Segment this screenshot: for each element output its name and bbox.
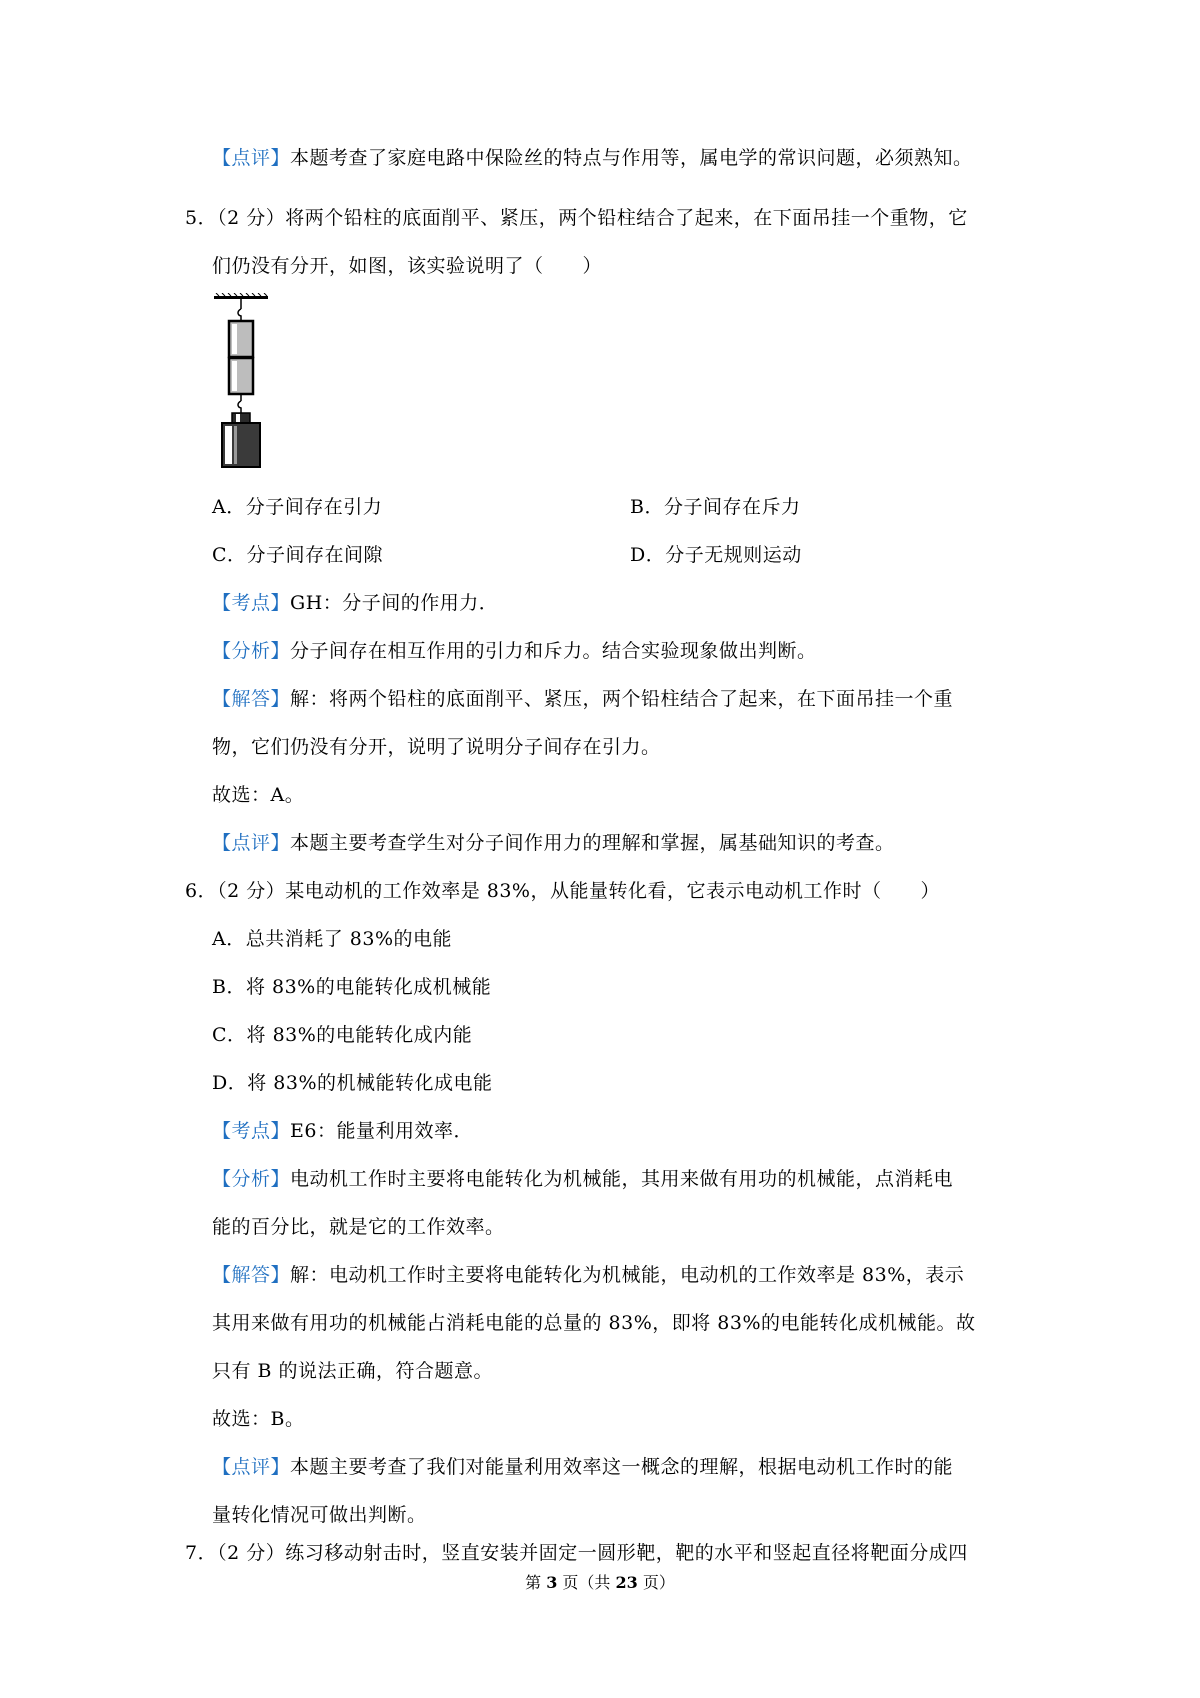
q6-kaodian [212,1118,473,1144]
q5-dianping [212,830,895,856]
fenxi-text: 分子间存在相互作用的引力和斥力。结合实验现象做出判断。 [290,640,817,662]
q6-dianping-line2: 量转化情况可做出判断。 [212,1504,427,1526]
q6-dianping-line1 [212,1454,953,1480]
tag-kaodian: 【考点】 [212,592,291,614]
q5-option-d: D．分子无规则运动 [630,544,802,566]
q5-kaodian [212,590,498,616]
q5-option-a: A．分子间存在引力 [212,496,383,518]
tag-dianping: 【点评】 [212,832,291,854]
tag-jieda: 【解答】 [212,688,291,710]
q5-answer: 故选：A。 [212,784,305,806]
footer-page-number: 3 [546,1573,558,1592]
q5-option-b: B．分子间存在斥力 [630,496,801,518]
lead-cylinders-icon [210,293,272,471]
tag-jieda: 【解答】 [212,1264,291,1286]
q6-fenxi-line1 [212,1166,953,1192]
q5-fenxi [212,638,817,664]
q7-stem-line1: 7．（2 分）练习移动射击时，竖直安装并固定一圆形靶，靶的水平和竖起直径将靶面分成四 [185,1542,968,1564]
lead-cylinders-figure [210,293,272,471]
tag-kaodian: 【考点】 [212,1120,291,1142]
q5-stem-line1: 5．（2 分）将两个铅柱的底面削平、紧压，两个铅柱结合了起来，在下面吊挂一个重物，它 [185,207,968,229]
q6-option-c: C．将 83%的电能转化成内能 [212,1024,473,1046]
footer-middle: 页（共 [557,1573,616,1592]
kaodian-text: E6：能量利用效率． [290,1120,473,1142]
page-footer [0,1572,1200,1594]
q5-jieda-line2: 物，它们仍没有分开，说明了说明分子间存在引力。 [212,736,661,758]
q5-option-c: C．分子间存在间隙 [212,544,384,566]
footer-suffix: 页） [637,1573,675,1592]
tag-dianping: 【点评】 [212,1456,291,1478]
footer-prefix: 第 [525,1573,547,1592]
tag-dianping: 【点评】 [212,147,291,169]
q6-jieda-line2: 其用来做有用功的机械能占消耗电能的总量的 83%，即将 83%的电能转化成机械能。故 [212,1312,976,1334]
q6-option-a: A．总共消耗了 83%的电能 [212,928,452,950]
dianping-text: 本题主要考查学生对分子间作用力的理解和掌握，属基础知识的考查。 [290,832,895,854]
kaodian-text: GH：分子间的作用力． [290,592,499,614]
tag-fenxi: 【分析】 [212,640,291,662]
jieda-text: 解：将两个铅柱的底面削平、紧压，两个铅柱结合了起来，在下面吊挂一个重 [290,688,954,710]
footer-total-pages: 23 [615,1573,638,1592]
dianping-text: 本题主要考查了我们对能量利用效率这一概念的理解，根据电动机工作时的能 [290,1456,954,1478]
q6-option-b: B．将 83%的电能转化成机械能 [212,976,492,998]
q4-comment [212,145,973,171]
q5-jieda-line1 [212,686,953,712]
q6-fenxi-line2: 能的百分比，就是它的工作效率。 [212,1216,505,1238]
q6-stem: 6．（2 分）某电动机的工作效率是 83%，从能量转化看，它表示电动机工作时（ ） [185,880,940,902]
jieda-text: 解：电动机工作时主要将电能转化为机械能，电动机的工作效率是 83%，表示 [290,1264,965,1286]
fenxi-text: 电动机工作时主要将电能转化为机械能，其用来做有用功的机械能，点消耗电 [290,1168,954,1190]
q6-jieda-line3: 只有 B 的说法正确，符合题意。 [212,1360,494,1382]
q5-stem-line2: 们仍没有分开，如图，该实验说明了（ ） [212,255,603,277]
tag-fenxi: 【分析】 [212,1168,291,1190]
q6-jieda-line1 [212,1262,964,1288]
q6-option-d: D．将 83%的机械能转化成电能 [212,1072,493,1094]
q6-answer: 故选：B。 [212,1408,305,1430]
comment-text: 本题考查了家庭电路中保险丝的特点与作用等，属电学的常识问题，必须熟知。 [290,147,973,169]
